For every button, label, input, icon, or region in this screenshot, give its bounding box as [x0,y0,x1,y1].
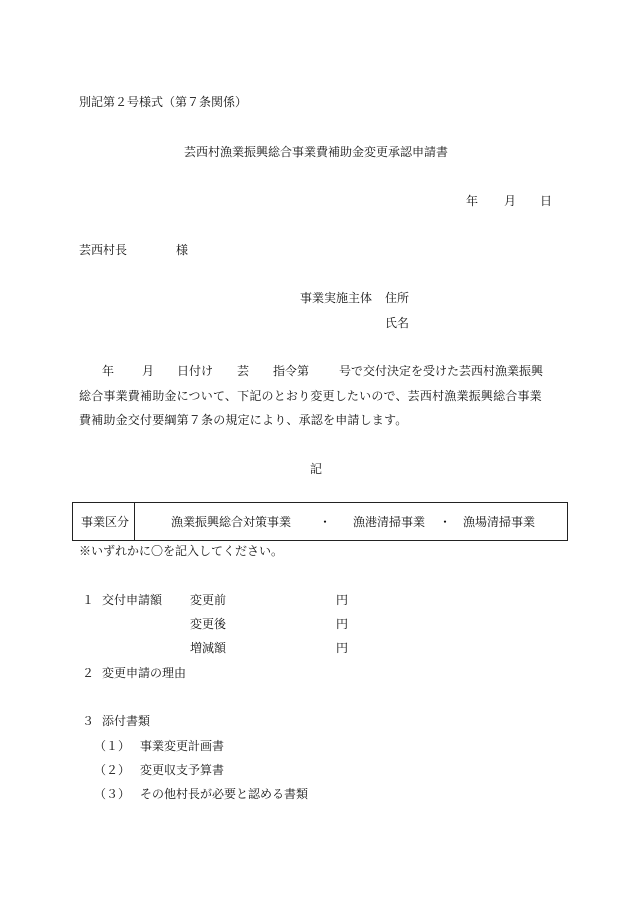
body-dated: 日付け [177,364,214,378]
item-3-number: ３ [82,714,95,728]
form-number: 別記第２号様式（第７条関係） [79,95,248,109]
applicant-label: 事業実施主体 [300,291,373,305]
attachment-2-label: 変更収支予算書 [140,763,225,777]
item-3-label: 添付書類 [102,714,151,728]
amount-after-unit: 円 [336,617,349,631]
amount-before-label: 変更前 [190,593,227,607]
document-title: 芸西村漁業振興総合事業費補助金変更承認申請書 [184,145,449,159]
attachment-1-label: 事業変更計画書 [140,739,225,753]
date-day: 日 [540,194,553,208]
amount-after-label: 変更後 [190,617,227,631]
body-line1-rest: 号で交付決定を受けた芸西村漁業振興 [339,364,544,378]
amount-diff-label: 増減額 [190,641,227,655]
item-1-number: １ [82,593,95,607]
attachment-3-number: （３） [94,787,131,801]
amount-before-unit: 円 [336,593,349,607]
table-divider [134,503,135,540]
addressee-honorific: 様 [176,243,189,257]
attachment-1-number: （１） [94,739,131,753]
business-separator-1: ・ [319,515,332,529]
body-line-3: 費補助金交付要綱第７条の規定により、承認を申請します。 [79,413,408,427]
item-1-label: 交付申請額 [102,593,163,607]
date-year: 年 [466,194,479,208]
body-directive: 指令第 [273,364,310,378]
amount-diff-unit: 円 [336,641,349,655]
business-category-label: 事業区分 [81,515,130,529]
business-option-3[interactable]: 漁場清掃事業 [463,515,536,529]
applicant-name: 氏名 [385,316,410,330]
addressee-name: 芸西村長 [79,243,128,257]
attachment-2-number: （２） [94,763,131,777]
business-category-table [72,502,568,541]
item-2-number: ２ [82,666,95,680]
date-month: 月 [504,194,517,208]
body-line-2: 総合事業費補助金について、下記のとおり変更したいので、芸西村漁業振興総合事業 [79,389,542,403]
attachment-3-label: その他村長が必要と認める書類 [140,787,309,801]
ki-heading: 記 [310,462,323,476]
body-year: 年 [102,364,115,378]
applicant-address: 住所 [385,291,410,305]
business-option-2[interactable]: 漁港清掃事業 [353,515,426,529]
body-office: 芸 [237,364,250,378]
business-separator-2: ・ [439,515,452,529]
item-2-label: 変更申請の理由 [102,666,187,680]
selection-note: ※いずれかに〇を記入してください。 [79,544,284,558]
business-option-1[interactable]: 漁業振興総合対策事業 [171,515,292,529]
body-month: 月 [142,364,155,378]
